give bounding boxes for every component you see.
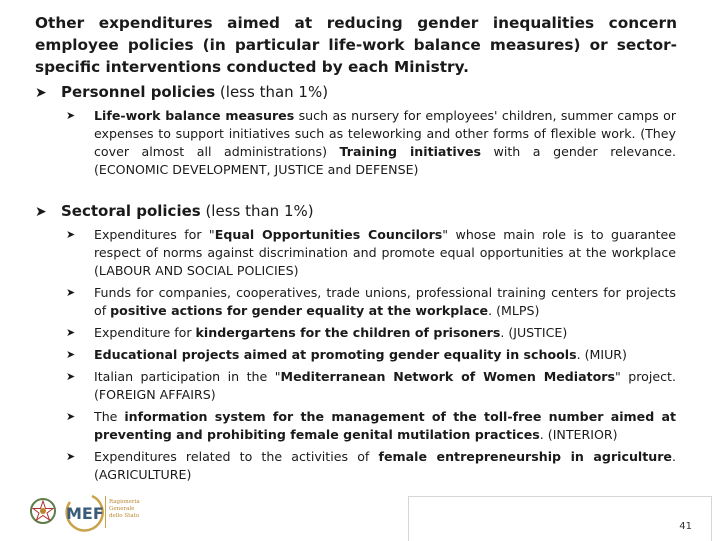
- plain-text: . (JUSTICE): [500, 325, 568, 340]
- plain-text: " whose main role is to guarantee respect of norms against discrimination and promote equal opportunities at the workplace (LABOUR AND SOCIAL POLICIES): [94, 227, 676, 278]
- bold-phrase: kindergartens for the children of prisoners: [195, 325, 501, 340]
- arrow-bullet-icon: ➤: [35, 85, 47, 101]
- ragioneria-logo-text: Ragioneria Generale dello Stato: [109, 499, 140, 519]
- plain-text: Expenditures for ": [94, 227, 215, 242]
- list-item: [66, 408, 676, 444]
- plain-text: . (AGRICULTURE): [94, 449, 676, 482]
- page-number-box: [408, 496, 712, 541]
- list-item: [66, 226, 676, 280]
- sectoral-policies-heading: [35, 201, 314, 222]
- personnel-policies-heading: [35, 82, 328, 103]
- intro-paragraph: Other expenditures aimed at reducing gender inequalities concern employee policies (in particular life-work balance measures) or sector-specific interventions conducted by each Ministry.: [35, 14, 677, 76]
- bold-phrase: Life-work balance measures: [94, 108, 295, 123]
- arrow-bullet-icon: ➤: [66, 450, 76, 463]
- list-item: [66, 368, 676, 404]
- plain-text: Expenditures related to the activities of: [94, 449, 379, 464]
- bold-phrase: positive actions for gender equality at the workplace: [110, 303, 489, 318]
- arrow-bullet-icon: ➤: [66, 370, 76, 383]
- plain-text: . (MIUR): [576, 347, 627, 362]
- personnel-item-text: [94, 107, 676, 179]
- personnel-heading-text: Personnel policies: [61, 83, 216, 101]
- bold-phrase: Mediterranean Network of Women Mediators: [280, 369, 615, 384]
- arrow-bullet-icon: ➤: [35, 204, 47, 220]
- bold-phrase: Training initiatives: [339, 144, 481, 159]
- personnel-item: [66, 107, 676, 179]
- bold-phrase: information system for the management of the toll-free number aimed at preventing and prohibiting female genital mutilation practices: [94, 409, 676, 442]
- sectoral-heading-suffix: (less than 1%): [200, 202, 314, 220]
- arrow-bullet-icon: ➤: [66, 326, 76, 339]
- personnel-heading-suffix: (less than 1%): [215, 83, 329, 101]
- bold-phrase: female entrepreneurship in agriculture: [378, 449, 672, 464]
- arrow-bullet-icon: ➤: [66, 109, 76, 122]
- list-item: [66, 448, 676, 484]
- arrow-bullet-icon: ➤: [66, 286, 76, 299]
- plain-text: such as nursery for employees' children, summer camps or expenses to support initiatives such as teleworking and other forms of flexible work. (They cover almost all administrations): [94, 108, 676, 159]
- plain-text: The: [94, 409, 125, 424]
- mef-logo-text: MEF: [66, 504, 104, 523]
- logo-separator: [105, 496, 106, 528]
- arrow-bullet-icon: ➤: [66, 348, 76, 361]
- list-item: [66, 346, 676, 364]
- bold-phrase: Equal Opportunities Councilors: [214, 227, 443, 242]
- page-number: 41: [679, 521, 692, 532]
- list-item: [66, 284, 676, 320]
- arrow-bullet-icon: ➤: [66, 410, 76, 423]
- list-item: [66, 324, 676, 342]
- plain-text: with a gender relevance. (ECONOMIC DEVELOPMENT, JUSTICE and DEFENSE): [94, 144, 676, 177]
- plain-text: " project. (FOREIGN AFFAIRS): [94, 369, 676, 402]
- sectoral-heading-text: Sectoral policies: [61, 202, 201, 220]
- plain-text: Funds for companies, cooperatives, trade unions, professional training centers for projects of: [94, 285, 676, 318]
- sectoral-list: [66, 226, 676, 488]
- arrow-bullet-icon: ➤: [66, 228, 76, 241]
- plain-text: . (INTERIOR): [539, 427, 618, 442]
- italian-emblem-icon: [28, 495, 58, 527]
- bold-phrase: Educational projects aimed at promoting gender equality in schools: [94, 347, 577, 362]
- footer: [0, 488, 720, 540]
- plain-text: Expenditure for: [94, 325, 196, 340]
- plain-text: . (MLPS): [488, 303, 540, 318]
- plain-text: Italian participation in the ": [94, 369, 281, 384]
